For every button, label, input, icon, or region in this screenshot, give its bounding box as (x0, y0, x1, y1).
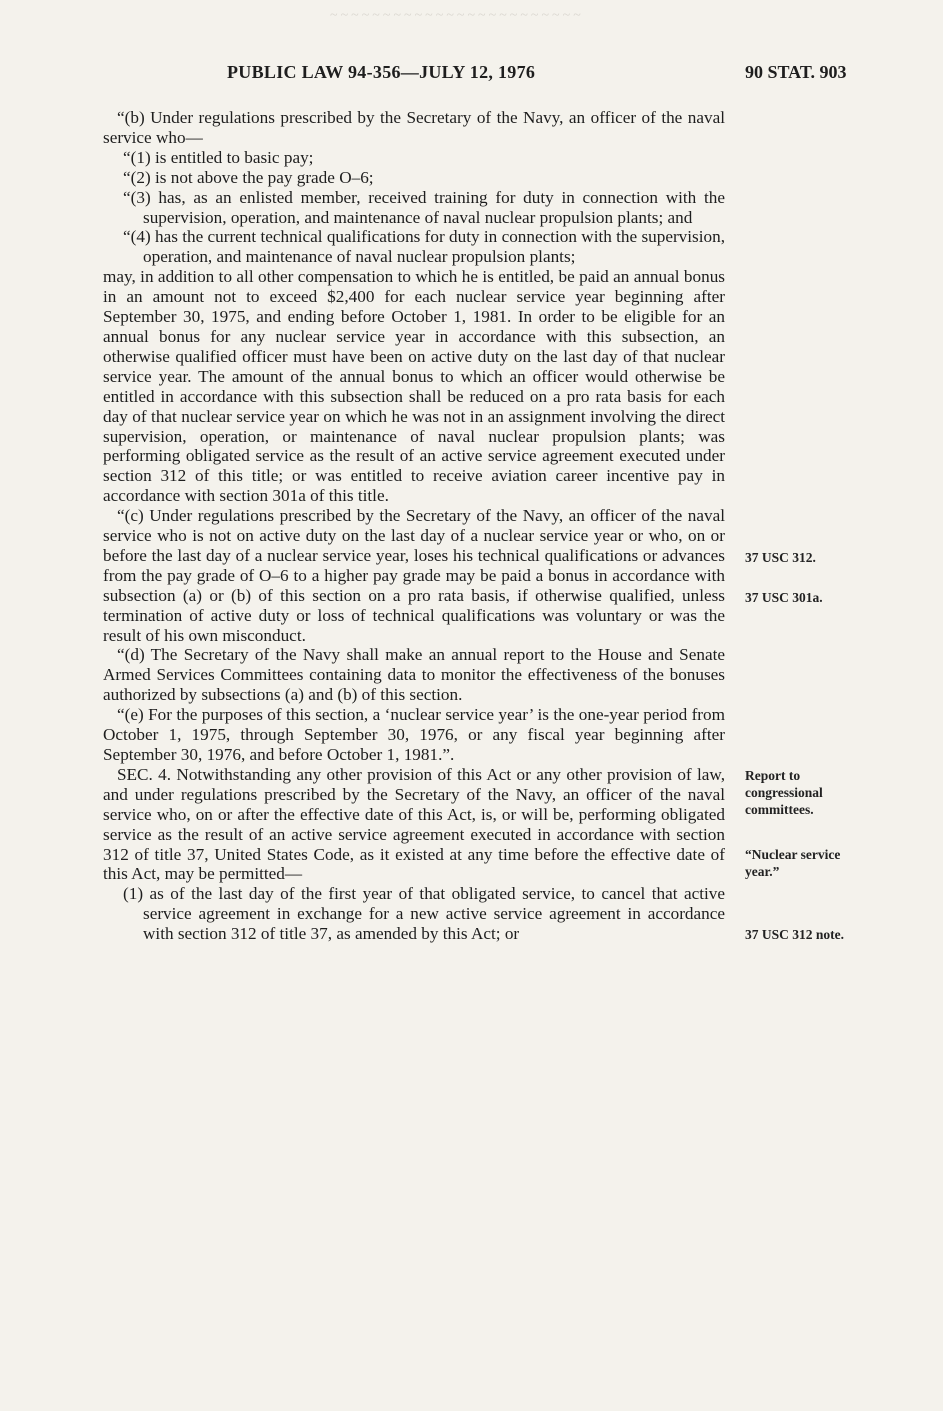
margin-note-nuclear-service-year (745, 846, 840, 880)
subsection-b-conclusion: may, in addition to all other compensation to which he is entitled, be paid an annual bonus in an amount not to exceed $2,400 for each nuclear service year beginning after September 30, 1975, and ending before October 1, 1981. In order to be eligible for an annual bonus for any nuclear service year in accordance with this subsection, an otherwise qualified officer must have been on active duty on the last day of that nuclear service year. The amount of the annual bonus to which an officer would otherwise be entitled in accordance with this subsection shall be reduced on a pro rata basis for each day of that nuclear service year on which he was not in an assignment involving the direct supervision, operation, or maintenance of naval nuclear propulsion plants; was performing obligated service as the result of an active service agreement executed under section 312 of this title; or was entitled to receive aviation career incentive pay in accordance with section 301a of this title. (103, 267, 725, 506)
margin-note-37-usc-312-note: 37 USC 312 note. (745, 927, 845, 942)
margin-note-37-usc-312: 37 USC 312. (745, 550, 816, 565)
section-4: SEC. 4. Notwithstanding any other provision of this Act or any other provision of law, and under regulations prescribed by the Secretary of the Navy, an officer of the naval service who, on or after the effective date of this Act, is, or will be, performing obligated service as the result of an active service agreement executed in accordance with section 312 of title 37, United States Code, as it existed at any time before the effective date of this Act, may be permitted— (103, 764, 725, 884)
paragraph-b4: “(4) has the current technical qualifications for duty in connection with the supervision, operation, and maintenance of naval nuclear propulsion plants; (123, 227, 725, 267)
subsection-d: “(d) The Secretary of the Navy shall make an annual report to the House and Senate Armed Services Committees containing data to monitor the effectiveness of the bonuses authorized by subsections (a) and (b) of this section. (103, 645, 725, 705)
margin-note-report-line3: committees. (745, 802, 814, 817)
margin-note-37-usc-301a: 37 USC 301a. (745, 590, 823, 605)
margin-note-report-line1: Report to (745, 768, 801, 783)
statute-text (103, 108, 725, 944)
paragraph-b1: “(1) is entitled to basic pay; (123, 147, 314, 167)
subsection-e: “(e) For the purposes of this section, a ‘nuclear service year’ is the one-year period from October 1, 1975, through September 30, 1976, or any fiscal year beginning after September 30, 1976, and before October 1, 1981.”. (103, 705, 725, 764)
section-4-paragraph-1: (1) as of the last day of the first year of that obligated service, to cancel that active service agreement in exchange for a new active service agreement in accordance with section 312 of title 37, as amended by this Act; or (123, 884, 725, 944)
paragraph-b3: “(3) has, as an enlisted member, received training for duty in connection with the supervision, operation, and maintenance of naval nuclear propulsion plants; and (123, 187, 725, 227)
subsection-c: “(c) Under regulations prescribed by the Secretary of the Navy, an officer of the naval service who is not on active duty on the last day of a nuclear service year or who, on or before the last day of a nuclear service year, loses his technical qualifications or advances from the pay grade of O–6 to a higher pay grade may be paid a bonus in accordance with subsection (a) or (b) of this section on a pro rata basis, if otherwise qualified, unless termination of active duty or loss of technical qualifications was voluntary or was the result of his own misconduct. (103, 506, 725, 645)
margin-note-report (745, 767, 823, 818)
margin-note-nsy-line1: “Nuclear service (745, 847, 841, 862)
margin-note-report-line2: congressional (745, 785, 823, 800)
statute-citation: 90 STAT. 903 (745, 62, 847, 82)
bleed-through-text: ~~~~~~~~~~~~~~~~~~~~~~~~ (330, 8, 584, 23)
margin-note-nsy-line2: year.” (745, 864, 780, 879)
subsection-b-intro: “(b) Under regulations prescribed by the Secretary of the Navy, an officer of the naval service who— (103, 108, 725, 147)
paragraph-b2: “(2) is not above the pay grade O–6; (123, 167, 374, 187)
header-title: PUBLIC LAW 94-356—JULY 12, 1976 (227, 62, 536, 82)
page-header (0, 62, 943, 84)
